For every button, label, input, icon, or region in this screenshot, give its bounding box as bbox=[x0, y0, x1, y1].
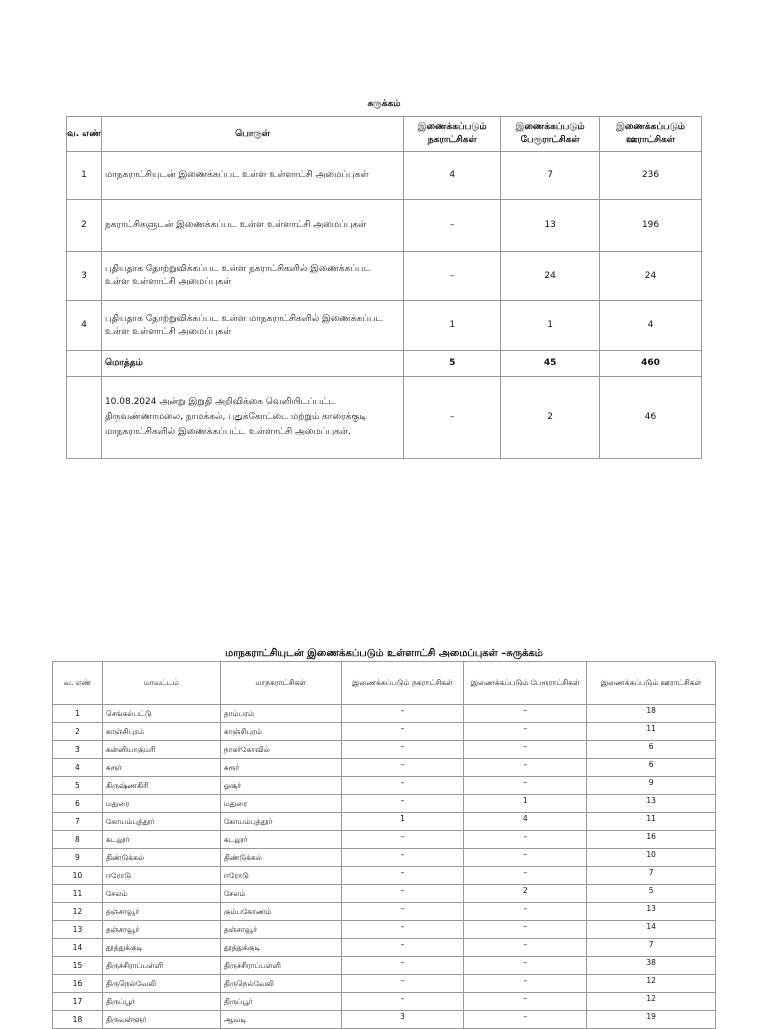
row-perooratchi: – bbox=[464, 975, 587, 993]
row-nagaratchi: – bbox=[341, 993, 464, 1011]
row-corporation: காஞ்சிபுரம் bbox=[220, 723, 341, 741]
row-ooratchi: 196 bbox=[600, 200, 702, 252]
row-district: கிருஷ்ணகிரி bbox=[102, 777, 220, 795]
row-sno: 3 bbox=[53, 741, 103, 759]
table-row bbox=[53, 741, 716, 759]
row-district: திண்டுக்கல் bbox=[102, 849, 220, 867]
row-corporation: ஓசூர் bbox=[220, 777, 341, 795]
summary-note-row bbox=[67, 377, 702, 459]
summary-title: சுருக்கம் bbox=[367, 99, 401, 109]
row-ooratchi: 14 bbox=[587, 921, 716, 939]
table-row bbox=[53, 777, 716, 795]
note-sno-cell bbox=[67, 377, 102, 459]
table-row bbox=[53, 975, 716, 993]
row-district: ஈரோடு bbox=[102, 867, 220, 885]
summary-table bbox=[66, 116, 702, 459]
table-row bbox=[53, 921, 716, 939]
row-subject: நகராட்சிகளுடன் இணைக்கப்பட உள்ள உள்ளாட்சி அமைப்புகள் bbox=[101, 200, 403, 252]
row-corporation: தூத்துக்குடி bbox=[220, 939, 341, 957]
header-subject: பொருள் bbox=[101, 117, 403, 152]
header-sno: வ. எண் bbox=[53, 662, 103, 705]
header-sno: வ. எண் bbox=[67, 117, 102, 152]
row-district: கன்னியாகுமரி bbox=[102, 741, 220, 759]
row-district: திருநெல்வேலி bbox=[102, 975, 220, 993]
row-district: செங்கல்பட்டு bbox=[102, 705, 220, 723]
row-nagaratchi: – bbox=[404, 200, 501, 252]
row-corporation: தஞ்சாவூர் bbox=[220, 921, 341, 939]
row-district: கோயம்புத்தூர் bbox=[102, 813, 220, 831]
total-perooratchi: 45 bbox=[501, 351, 600, 377]
row-perooratchi: – bbox=[464, 759, 587, 777]
row-district: தஞ்சாவூர் bbox=[102, 903, 220, 921]
row-district: திருச்சிராப்பள்ளி bbox=[102, 957, 220, 975]
row-nagaratchi: – bbox=[341, 903, 464, 921]
row-sno: 5 bbox=[53, 777, 103, 795]
table-row bbox=[53, 759, 716, 777]
row-perooratchi: – bbox=[464, 705, 587, 723]
row-sno: 15 bbox=[53, 957, 103, 975]
row-corporation: சேலம் bbox=[220, 885, 341, 903]
row-district: காஞ்சிபுரம் bbox=[102, 723, 220, 741]
corporation-title: மாநகராட்சியுடன் இணைக்கப்படும் உள்ளாட்சி அமைப்புகள் –சுருக்கம் bbox=[225, 648, 543, 659]
total-nagaratchi: 5 bbox=[404, 351, 501, 377]
row-sno: 3 bbox=[67, 252, 102, 301]
row-corporation: தாம்பரம் bbox=[220, 705, 341, 723]
header-district: மாவட்டம் bbox=[102, 662, 220, 705]
row-nagaratchi: 1 bbox=[341, 813, 464, 831]
row-nagaratchi: – bbox=[341, 957, 464, 975]
note-perooratchi: 2 bbox=[501, 377, 600, 459]
row-perooratchi: 7 bbox=[501, 152, 600, 200]
row-nagaratchi: – bbox=[341, 831, 464, 849]
row-ooratchi: 12 bbox=[587, 975, 716, 993]
table-row bbox=[53, 705, 716, 723]
row-ooratchi: 236 bbox=[600, 152, 702, 200]
row-ooratchi: 11 bbox=[587, 813, 716, 831]
row-corporation: கரூர் bbox=[220, 759, 341, 777]
row-sno: 6 bbox=[53, 795, 103, 813]
row-subject: புதியதாக தோற்றுவிக்கப்பட உள்ள மாநகராட்சிகளில் இணைக்கப்பட உள்ள உள்ளாட்சி அமைப்புகள் bbox=[101, 301, 403, 351]
header-perooratchi: இணைக்கப்படும் பேரூராட்சிகள் bbox=[464, 662, 587, 705]
row-perooratchi: – bbox=[464, 1011, 587, 1029]
row-perooratchi: 1 bbox=[501, 301, 600, 351]
row-ooratchi: 13 bbox=[587, 903, 716, 921]
header-corporation: மாநகராட்சிகள் bbox=[220, 662, 341, 705]
row-ooratchi: 7 bbox=[587, 939, 716, 957]
header-perooratchi: இணைக்கப்படும் பேரூராட்சிகள் bbox=[501, 117, 600, 152]
row-sno: 1 bbox=[67, 152, 102, 200]
row-nagaratchi: – bbox=[341, 795, 464, 813]
row-sno: 4 bbox=[67, 301, 102, 351]
row-perooratchi: 13 bbox=[501, 200, 600, 252]
row-sno: 16 bbox=[53, 975, 103, 993]
row-ooratchi: 10 bbox=[587, 849, 716, 867]
row-perooratchi: 1 bbox=[464, 795, 587, 813]
row-sno: 4 bbox=[53, 759, 103, 777]
row-district: கரூர் bbox=[102, 759, 220, 777]
row-ooratchi: 19 bbox=[587, 1011, 716, 1029]
table-row bbox=[53, 1011, 716, 1029]
row-corporation: கடலூர் bbox=[220, 831, 341, 849]
summary-header-row bbox=[67, 117, 702, 152]
table-row bbox=[53, 939, 716, 957]
row-sno: 12 bbox=[53, 903, 103, 921]
summary-row bbox=[67, 152, 702, 200]
table-row bbox=[53, 849, 716, 867]
row-sno: 10 bbox=[53, 867, 103, 885]
total-sno-cell bbox=[67, 351, 102, 377]
row-perooratchi: – bbox=[464, 993, 587, 1011]
row-nagaratchi: – bbox=[341, 723, 464, 741]
row-corporation: ஆவடி bbox=[220, 1011, 341, 1029]
row-perooratchi: 4 bbox=[464, 813, 587, 831]
row-sno: 13 bbox=[53, 921, 103, 939]
table-row bbox=[53, 813, 716, 831]
row-sno: 2 bbox=[67, 200, 102, 252]
header-nagaratchi: இணைக்கப்படும் நகராட்சிகள் bbox=[404, 117, 501, 152]
row-corporation: நாகர்கோவில் bbox=[220, 741, 341, 759]
row-sno: 2 bbox=[53, 723, 103, 741]
row-subject: மாநகராட்சியுடன் இணைக்கப்பட உள்ள உள்ளாட்சி அமைப்புகள் bbox=[101, 152, 403, 200]
table-row bbox=[53, 795, 716, 813]
row-ooratchi: 13 bbox=[587, 795, 716, 813]
row-ooratchi: 6 bbox=[587, 741, 716, 759]
row-ooratchi: 4 bbox=[600, 301, 702, 351]
row-ooratchi: 38 bbox=[587, 957, 716, 975]
row-ooratchi: 9 bbox=[587, 777, 716, 795]
row-nagaratchi: – bbox=[341, 921, 464, 939]
row-district: மதுரை bbox=[102, 795, 220, 813]
row-nagaratchi: – bbox=[341, 741, 464, 759]
row-ooratchi: 6 bbox=[587, 759, 716, 777]
summary-total-row bbox=[67, 351, 702, 377]
row-perooratchi: 2 bbox=[464, 885, 587, 903]
header-ooratchi: இணைக்கப்படும் ஊராட்சிகள் bbox=[587, 662, 716, 705]
table-row bbox=[53, 993, 716, 1011]
row-sno: 18 bbox=[53, 1011, 103, 1029]
row-corporation: ஈரோடு bbox=[220, 867, 341, 885]
row-nagaratchi: – bbox=[341, 759, 464, 777]
note-nagaratchi: – bbox=[404, 377, 501, 459]
row-corporation: கோயம்புத்தூர் bbox=[220, 813, 341, 831]
row-perooratchi: – bbox=[464, 723, 587, 741]
row-ooratchi: 16 bbox=[587, 831, 716, 849]
row-ooratchi: 7 bbox=[587, 867, 716, 885]
corporation-header-row bbox=[53, 662, 716, 705]
table-row bbox=[53, 903, 716, 921]
summary-row bbox=[67, 200, 702, 252]
row-perooratchi: 24 bbox=[501, 252, 600, 301]
table-row bbox=[53, 957, 716, 975]
row-perooratchi: – bbox=[464, 939, 587, 957]
row-perooratchi: – bbox=[464, 921, 587, 939]
row-district: திருப்பூர் bbox=[102, 993, 220, 1011]
row-nagaratchi: – bbox=[341, 705, 464, 723]
row-subject: புதியதாக தோற்றுவிக்கப்பட உள்ள நகராட்சிகளில் இணைக்கப்பட உள்ள உள்ளாட்சி அமைப்புகள் bbox=[101, 252, 403, 301]
row-sno: 9 bbox=[53, 849, 103, 867]
table-row bbox=[53, 885, 716, 903]
row-nagaratchi: – bbox=[404, 252, 501, 301]
row-nagaratchi: – bbox=[341, 777, 464, 795]
row-ooratchi: 11 bbox=[587, 723, 716, 741]
row-sno: 1 bbox=[53, 705, 103, 723]
row-corporation: கும்பகோணம் bbox=[220, 903, 341, 921]
row-nagaratchi: 1 bbox=[404, 301, 501, 351]
row-district: தூத்துக்குடி bbox=[102, 939, 220, 957]
table-row bbox=[53, 723, 716, 741]
row-district: சேலம் bbox=[102, 885, 220, 903]
total-ooratchi: 460 bbox=[600, 351, 702, 377]
row-perooratchi: – bbox=[464, 777, 587, 795]
row-perooratchi: – bbox=[464, 849, 587, 867]
corporation-table-body bbox=[53, 705, 716, 1029]
row-ooratchi: 12 bbox=[587, 993, 716, 1011]
note-text: 10.08.2024 அன்று இறுதி அறிவிக்கை வெளியிடப்பட்ட திருவண்ணாமலை, நாமக்கல், புதுக்கோட்டை மற்றும் காரைக்குடி மாநகராட்சிகளில் இணைக்கப்பட்ட உள்ளாட்சி அமைப்புகள். bbox=[101, 377, 403, 459]
corporation-table bbox=[52, 661, 716, 1029]
row-nagaratchi: 4 bbox=[404, 152, 501, 200]
row-nagaratchi: – bbox=[341, 849, 464, 867]
row-nagaratchi: – bbox=[341, 885, 464, 903]
header-nagaratchi: இணைக்கப்படும் நகராட்சிகள் bbox=[341, 662, 464, 705]
row-sno: 14 bbox=[53, 939, 103, 957]
row-ooratchi: 18 bbox=[587, 705, 716, 723]
row-sno: 17 bbox=[53, 993, 103, 1011]
table-row bbox=[53, 867, 716, 885]
row-perooratchi: – bbox=[464, 903, 587, 921]
row-district: திருவள்ளூர் bbox=[102, 1011, 220, 1029]
row-corporation: திண்டுக்கல் bbox=[220, 849, 341, 867]
row-corporation: மதுரை bbox=[220, 795, 341, 813]
row-ooratchi: 5 bbox=[587, 885, 716, 903]
note-ooratchi: 46 bbox=[600, 377, 702, 459]
row-sno: 11 bbox=[53, 885, 103, 903]
total-label: மொத்தம் bbox=[101, 351, 403, 377]
row-perooratchi: – bbox=[464, 741, 587, 759]
summary-row bbox=[67, 301, 702, 351]
row-perooratchi: – bbox=[464, 831, 587, 849]
row-ooratchi: 24 bbox=[600, 252, 702, 301]
row-corporation: திருப்பூர் bbox=[220, 993, 341, 1011]
row-sno: 8 bbox=[53, 831, 103, 849]
summary-row bbox=[67, 252, 702, 301]
row-perooratchi: – bbox=[464, 867, 587, 885]
row-nagaratchi: – bbox=[341, 939, 464, 957]
table-row bbox=[53, 831, 716, 849]
row-nagaratchi: – bbox=[341, 975, 464, 993]
row-district: தஞ்சாவூர் bbox=[102, 921, 220, 939]
row-sno: 7 bbox=[53, 813, 103, 831]
header-ooratchi: இணைக்கப்படும் ஊராட்சிகள் bbox=[600, 117, 702, 152]
row-corporation: திருச்சிராப்பள்ளி bbox=[220, 957, 341, 975]
row-nagaratchi: – bbox=[341, 867, 464, 885]
row-corporation: திருநெல்வேலி bbox=[220, 975, 341, 993]
row-district: கடலூர் bbox=[102, 831, 220, 849]
row-nagaratchi: 3 bbox=[341, 1011, 464, 1029]
row-perooratchi: – bbox=[464, 957, 587, 975]
